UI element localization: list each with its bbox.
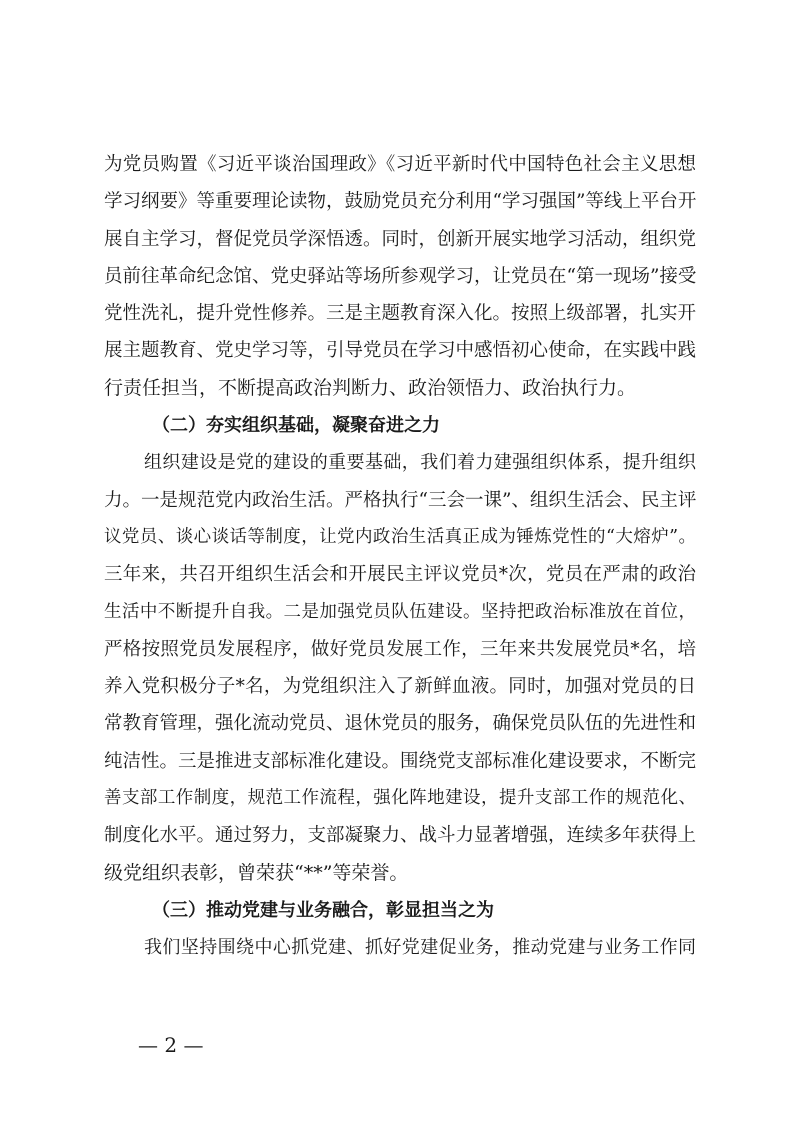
document-body (104, 146, 696, 967)
paragraph-line: 学习纲要》等重要理论读物，鼓励党员充分利用“学习强国”等线上平台开 (104, 191, 697, 213)
paragraph-line: 养入党积极分子*名，为党组织注入了新鲜血液。同时，加强对党员的日 (104, 676, 696, 698)
paragraph-line: 严格按照党员发展程序，做好党员发展工作，三年来共发展党员*名，培 (104, 638, 696, 660)
paragraph-line: 展自主学习，督促党员学深悟透。同时，创新开展实地学习活动，组织党 (104, 228, 697, 250)
paragraph-line: 善支部工作制度，规范工作流程，强化阵地建设，提升支部工作的规范化、 (104, 788, 696, 809)
paragraph-line: 三年来，共召开组织生活会和开展民主评议党员*次，党员在严肃的政治 (104, 564, 696, 586)
paragraph-line: 我们坚持围绕中心抓党建、抓好党建促业务，推动党建与业务工作同 (144, 937, 696, 959)
paragraph-line: 制度化水平。通过努力，支部凝聚力、战斗力显著增强，连续多年获得上 (104, 825, 697, 847)
paragraph-line: 常教育管理，强化流动党员、退休党员的服务，确保党员队伍的先进性和 (104, 713, 697, 735)
section-heading-2: （二）夯实组织基础，凝聚奋进之力 (152, 415, 440, 437)
section-heading-3: （三）推动党建与业务融合，彰显担当之为 (152, 899, 494, 921)
paragraph-line: 议党员、谈心谈话等制度，让党内政治生活真正成为锤炼党性的“大熔炉”。 (104, 526, 696, 547)
paragraph-line: 组织建设是党的建设的重要基础，我们着力建强组织体系，提升组织 (144, 452, 696, 474)
paragraph-line: 级党组织表彰，曾荣获“**”等荣誉。 (104, 861, 409, 884)
paragraph-line: 党性洗礼，提升党性修养。三是主题教育深入化。按照上级部署，扎实开 (104, 303, 697, 325)
paragraph-line: 行责任担当，不断提高政治判断力、政治领悟力、政治执行力。 (104, 376, 637, 399)
paragraph-line: 力。一是规范党内政治生活。严格执行“三会一课”、组织生活会、民主评 (104, 489, 697, 511)
paragraph-line: 为党员购置《习近平谈治国理政》《习近平新时代中国特色社会主义思想 (104, 154, 696, 175)
paragraph-line: 纯洁性。三是推进支部标准化建设。围绕党支部标准化建设要求，不断完 (104, 750, 697, 772)
page-number: — 2 — (138, 1033, 204, 1057)
paragraph-line: 展主题教育、党史学习等，引导党员在学习中感悟初心使命，在实践中践 (104, 340, 697, 362)
paragraph-line: 生活中不断提升自我。二是加强党员队伍建设。坚持把政治标准放在首位， (104, 601, 696, 622)
paragraph-line: 员前往革命纪念馆、党史驿站等场所参观学习，让党员在“第一现场”接受 (104, 265, 697, 287)
